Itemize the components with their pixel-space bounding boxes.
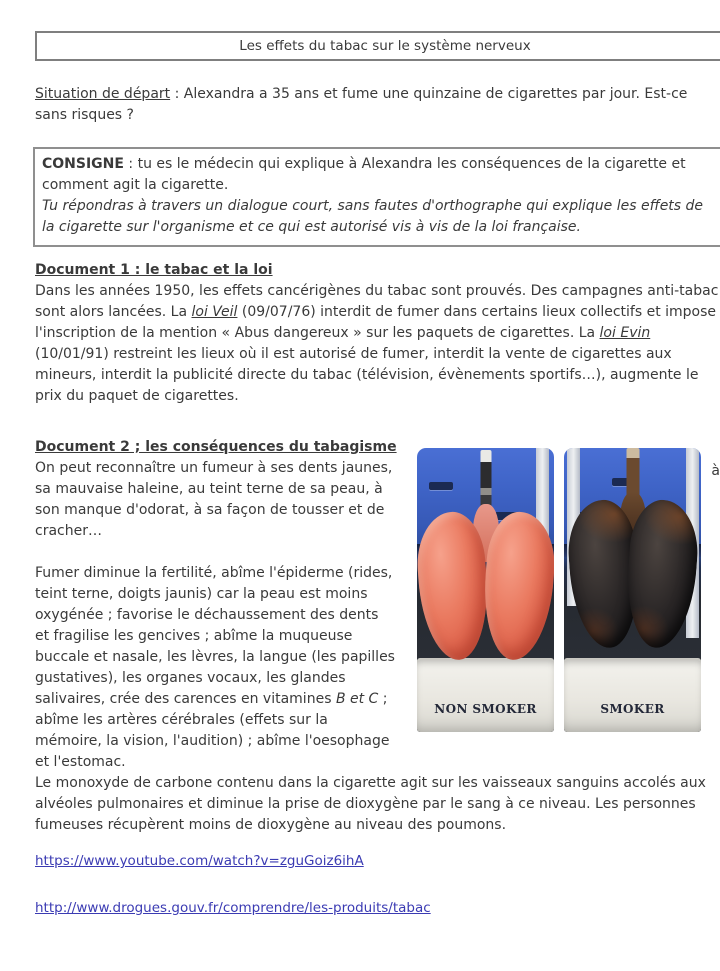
cabinet-handle bbox=[429, 482, 453, 490]
healthy-lungs bbox=[422, 500, 550, 662]
lungs-comparison-image bbox=[417, 448, 701, 732]
non-smoker-label: NON SMOKER bbox=[434, 702, 537, 716]
document2-paragraph2: Fumer diminue la fertilité, abîme l'épiderme (rides, teint terne, doigts jaunis) car la peau est moins oxygénée ; favorise le déchaussement des dents et fragilise les gencives ; abîme la muqueuse buccale et nasale, les lèvres, la langue (les papilles gustatives), les organes vocaux, les glandes salivaires, crée des carences en vitamines B et C ; abîme les artères cérébrales (effets sur la mémoire, la vision, l'audition) ; abîme l'oesophage et l'estomac. bbox=[35, 565, 395, 770]
loi-veil-reference: loi Veil bbox=[191, 304, 238, 320]
document-title: Les effets du tabac sur le système nerveux bbox=[239, 37, 531, 54]
smoker-label: SMOKER bbox=[600, 702, 665, 716]
smoker-lung-photo bbox=[564, 448, 701, 732]
document1-section bbox=[35, 260, 720, 407]
situation-text: : Alexandra a 35 ans et fume une quinzaine de cigarettes par jour. Est-ce bbox=[170, 86, 688, 102]
dissection-tray bbox=[564, 658, 701, 732]
non-smoker-lung-photo bbox=[417, 448, 554, 732]
consigne-italic-note: Tu répondras à travers un dialogue court, sans fautes d'orthographe qui explique les effets de la cigarette sur l'organisme et ce qui est autorisé vis à vis de la loi française. bbox=[42, 198, 704, 235]
situation-text-line2: sans risques ? bbox=[35, 107, 134, 123]
wrapped-word-fragment: à bbox=[711, 463, 720, 479]
document1-body: Dans les années 1950, les effets cancérigènes du tabac sont prouvés. Des campagnes anti-tabac sont alors lancées. La loi Veil (09/07/76) interdit de fumer dans certains lieux collectifs et impose l'inscription de la mention « Abus dangereux » sur les paquets de cigarettes. La loi Evin (10/01/91) restreint les lieux où il est autorisé de fumer, interdit la vente de cigarettes aux mineurs, interdit la publicité directe du tabac (télévision, évènements sportifs…), augmente le prix du paquet de cigarettes. bbox=[35, 283, 719, 404]
document2-paragraph3: Le monoxyde de carbone contenu dans la cigarette agit sur les vaisseaux sanguins accolés aux alvéoles pulmonaires et diminue la prise de dioxygène par le sang à ce niveau. Les personnes fumeuses récupèrent moins de dioxygène au niveau des poumons. bbox=[35, 775, 706, 833]
consigne-instruction: CONSIGNE : tu es le médecin qui explique à Alexandra les conséquences de la cigarette et comment agit la cigarette. bbox=[42, 156, 686, 193]
dissection-tray bbox=[417, 658, 554, 732]
consigne-box bbox=[33, 147, 720, 247]
document-title-box bbox=[35, 31, 720, 61]
document1-heading: Document 1 : le tabac et la loi bbox=[35, 262, 273, 278]
loi-evin-reference: loi Evin bbox=[599, 325, 651, 341]
situation-label: Situation de départ bbox=[35, 86, 171, 102]
consigne-label: CONSIGNE bbox=[42, 156, 124, 172]
youtube-link[interactable]: https://www.youtube.com/watch?v=zguGoiz6ihA bbox=[35, 853, 364, 869]
smoker-lungs bbox=[573, 488, 693, 664]
vitamins-reference: B et C bbox=[335, 691, 379, 707]
document2-heading: Document 2 ; les conséquences du tabagisme bbox=[35, 439, 397, 455]
document2-paragraph1: On peut reconnaître un fumeur à ses dents jaunes, sa mauvaise haleine, au teint terne de sa peau, à son manque d'odorat, à sa façon de tousser et de cracher… bbox=[35, 460, 393, 539]
drogues-gouv-link[interactable]: http://www.drogues.gouv.fr/comprendre/les-produits/tabac bbox=[35, 900, 431, 916]
document2-section bbox=[35, 437, 720, 836]
situation-paragraph bbox=[35, 84, 715, 126]
